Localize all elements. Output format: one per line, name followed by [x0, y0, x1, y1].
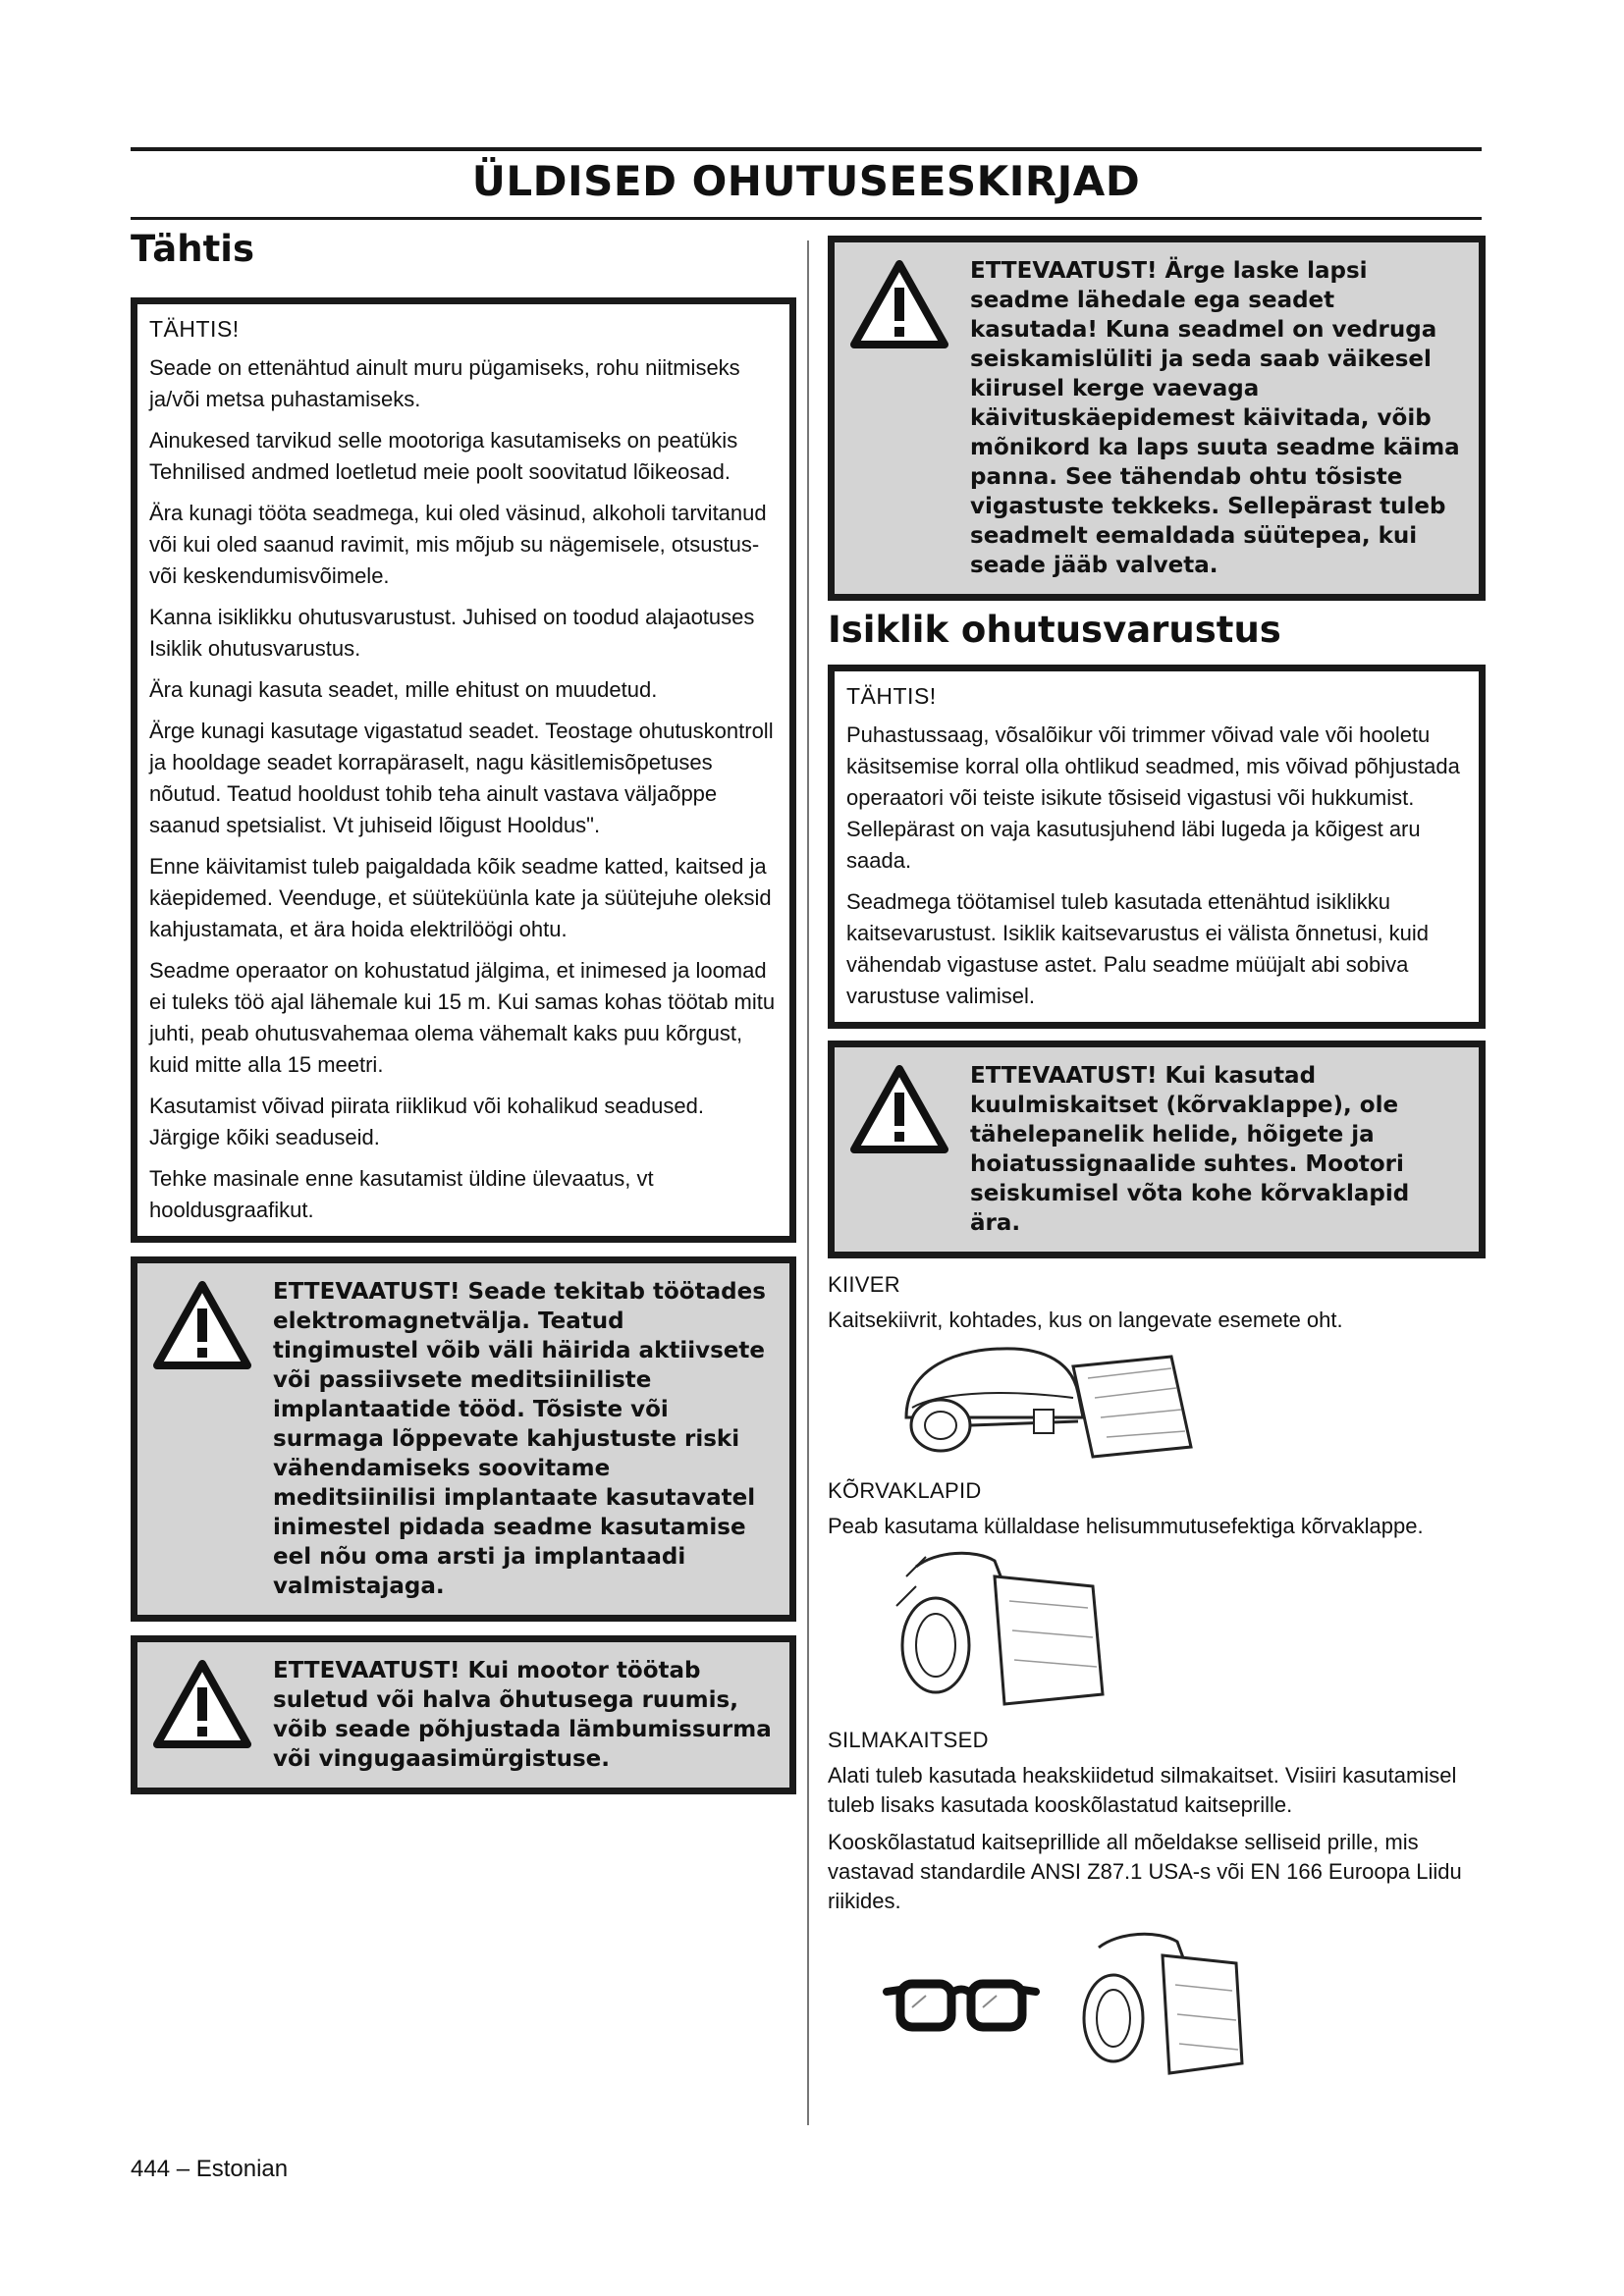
paragraph: Kasutamist võivad piirata riiklikud või kohalikud seadused. Järgige kõiki seaduseid.	[149, 1094, 704, 1149]
helmet-label: KIIVER	[828, 1272, 900, 1297]
eye-protection-text: Alati tuleb kasutada heakskiidetud silmakaitset. Visiiri kasutamisel tuleb lisaks kasutada kooskõlastatud kaitseprille.	[828, 1763, 1457, 1817]
top-rule	[131, 147, 1482, 151]
column-divider	[807, 240, 809, 2125]
paragraph: Seade on ettenähtud ainult muru pügamiseks, rohu niitmiseks ja/või metsa puhastamiseks.	[149, 355, 740, 411]
ear-protection-text: Peab kasutama küllaldase helisummutusefektiga kõrvaklappe.	[828, 1514, 1424, 1538]
warning-box-carbon-monoxide	[131, 1635, 796, 1794]
paragraph: Enne käivitamist tuleb paigaldada kõik seadme katted, kaitsed ja käepidemed. Veenduge, et süüteküünla kate ja süütejuhe oleksid kahjustamata, et ära hoida elektrilöögi ohtu.	[149, 854, 772, 941]
title-rule	[131, 217, 1482, 220]
paragraph: Seadmega töötamisel tuleb kasutada ettenähtud isiklikku kaitsevarustust. Isiklik kaitsevarustus ei välista õnnetusi, kuid vähendab vigastuse astet. Palu seadme müüjalt abi sobiva varustuse valimisel.	[846, 889, 1430, 1008]
warning-triangle-icon	[153, 1281, 251, 1369]
important-label: TÄHTIS!	[149, 316, 240, 342]
warning-text: ETTEVAATUST! Ärge laske lapsi seadme lähedale ega seadet kasutada! Kuna seadmel on vedruga seiskamislüliti ja seda saab väikesel kiirusel kerge vaevaga käivituskäepidemest käivitada, võib mõnikord ka laps suuta seadme käima panna. See tähendab ohtu tõsiste vigastuste tekkeks. Sellepärast tuleb seadmelt eemaldada süütepea, kui seade jääb valveta.	[970, 258, 1460, 578]
paragraph: Puhastussaag, võsalõikur või trimmer võivad vale või hooletu käsitsemise korral olla ohtlikud seadmed, mis võivad põhjustada operaatori või teiste isikute tõsiseid vigastusi või hukkumist. Sellepärast on vaja kasutusjuhend läbi lugeda ja kõigest aru saada.	[846, 722, 1460, 873]
warning-text: ETTEVAATUST! Seade tekitab töötades elektromagnetvälja. Teatud tingimustel võib väli häirida aktiivsete või passiivsete meditsiiniliste implantaatide tööd. Tõsiste või surmaga lõppevate kahjustuste riski vähendamiseks soovitame meditsiinilisi implantaate kasutavatel inimestel pidada seadme kasutamise eel nõu oma arsti ja implantaadi valmistajaga.	[273, 1279, 766, 1599]
paragraph: Tehke masinale enne kasutamist üldine ülevaatus, vt hooldusgraafikut.	[149, 1166, 654, 1222]
important-label: TÄHTIS!	[846, 683, 937, 709]
ear-muffs-visor-illustration	[867, 1547, 1122, 1714]
right-column	[828, 236, 1486, 2077]
section-heading-personal-protective-equipment: Isiklik ohutusvarustus	[828, 609, 1281, 651]
helmet-text: Kaitsekiivrit, kohtades, kus on langevate esemete oht.	[828, 1308, 1343, 1332]
paragraph: Ainukesed tarvikud selle mootoriga kasutamiseks on peatükis Tehnilised andmed loetletud meie poolt soovitatud lõikeosad.	[149, 428, 738, 484]
warning-box-electromagnetic	[131, 1256, 796, 1622]
warning-triangle-icon	[153, 1660, 251, 1748]
page-footer: 444 – Estonian	[131, 2156, 289, 2182]
eye-protection-label: SILMAKAITSED	[828, 1728, 989, 1752]
paragraph: Kanna isiklikku ohutusvarustust. Juhised on toodud alajaotuses Isiklik ohutusvarustus.	[149, 605, 755, 661]
warning-box-hearing	[828, 1041, 1486, 1258]
helmet-visor-illustration	[877, 1339, 1201, 1465]
warning-text: ETTEVAATUST! Kui mootor töötab suletud või halva õhutusega ruumis, võib seade põhjustada lämbumissurma või vingugaasimürgistuse.	[273, 1658, 772, 1772]
safety-glasses-illustration	[883, 1964, 1040, 2043]
important-box-ppe	[828, 665, 1486, 1029]
warning-box-children	[828, 236, 1486, 601]
ear-muffs-visor-illustration	[1059, 1930, 1246, 2077]
paragraph: Ära kunagi tööta seadmega, kui oled väsinud, alkoholi tarvitanud või kui oled saanud ravimit, mis mõjub su nägemisele, otsustus- või keskendumisvõimele.	[149, 501, 767, 588]
warning-text: ETTEVAATUST! Kui kasutad kuulmiskaitset (kõrvaklappe), ole tähelepanelik helide, hõigete ja hoiatussignaalide suhtes. Mootori seiskumisel võta kohe kõrvaklapid ära.	[970, 1063, 1410, 1236]
left-column	[131, 228, 796, 1794]
paragraph: Ära kunagi kasuta seadet, mille ehitust on muudetud.	[149, 677, 658, 702]
page-title: ÜLDISED OHUTUSEESKIRJAD	[471, 157, 1141, 205]
ear-protection-label: KÕRVAKLAPID	[828, 1478, 982, 1503]
paragraph: Seadme operaator on kohustatud jälgima, et inimesed ja loomad ei tuleks töö ajal lähemale kui 15 m. Kui samas kohas töötab mitu juhti, peab ohutusvahemaa olema vähemalt kaks puu kõrgust, kuid mitte alla 15 meetri.	[149, 958, 776, 1077]
eye-protection-text: Kooskõlastatud kaitseprillide all mõeldakse selliseid prille, mis vastavad standardile ANSI Z87.1 USA-s või EN 166 Euroopa Liidu riikides.	[828, 1830, 1462, 1913]
eye-protection-illustrations	[883, 1930, 1486, 2077]
section-heading-tahtis: Tähtis	[131, 228, 254, 270]
warning-triangle-icon	[850, 1065, 948, 1153]
warning-triangle-icon	[850, 260, 948, 348]
important-box-general	[131, 297, 796, 1243]
paragraph: Ärge kunagi kasutage vigastatud seadet. Teostage ohutuskontroll ja hooldage seadet korrapäraselt, nagu käsitlemisõpetuses nõutud. Teatud hooldust tohib teha ainult vastava väljaõppe saanud spetsialist. Vt juhiseid lõigust Hooldus".	[149, 719, 774, 837]
